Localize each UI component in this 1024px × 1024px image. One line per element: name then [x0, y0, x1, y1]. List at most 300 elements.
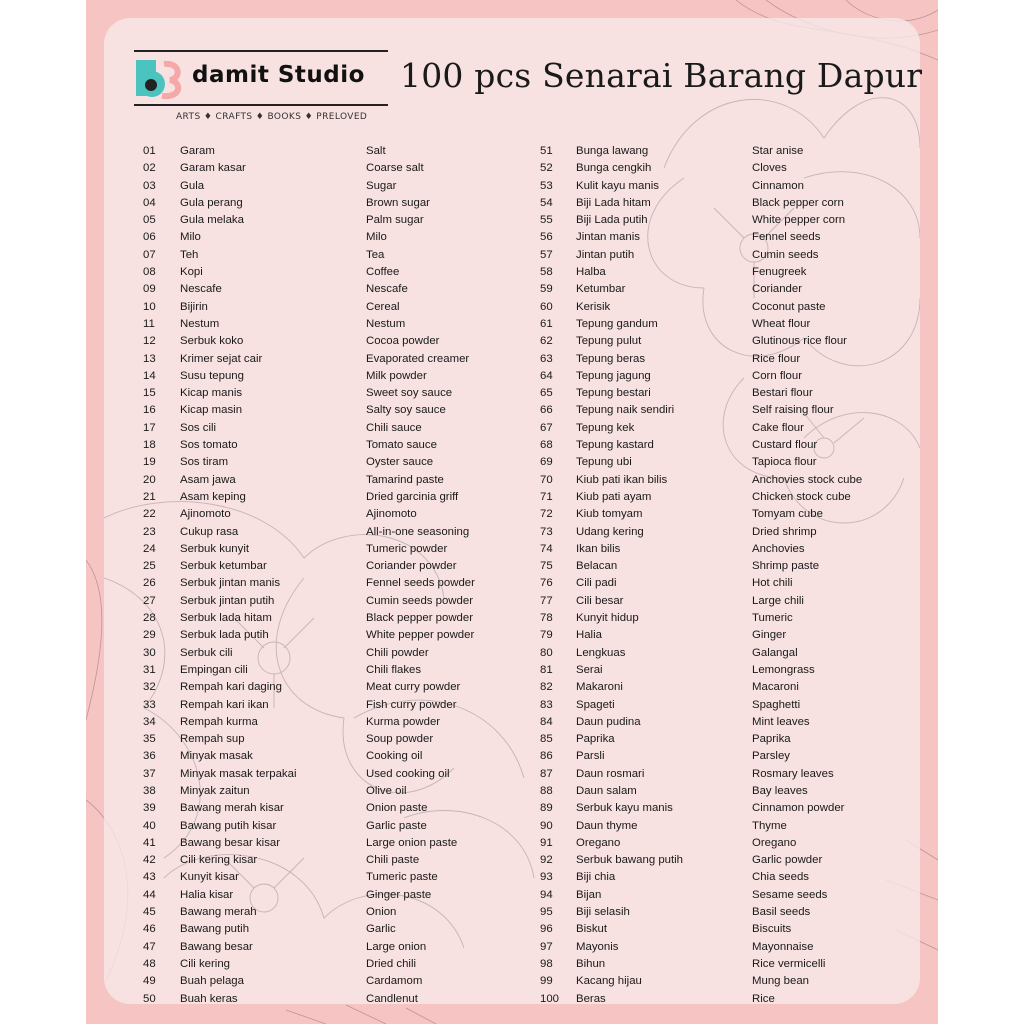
item-malay-name: Kicap manis: [180, 387, 243, 400]
item-malay-name: Bawang besar: [180, 940, 253, 953]
item-number: 91: [540, 836, 553, 849]
list-item: [143, 575, 475, 592]
item-malay-name: Kulit kayu manis: [576, 179, 659, 192]
list-item: [540, 178, 862, 195]
item-malay-name: Serai: [576, 663, 603, 676]
list-item: [143, 714, 475, 731]
item-malay-name: Serbuk koko: [180, 335, 244, 348]
list-item: [143, 991, 475, 1008]
item-english-name: Evaporated creamer: [366, 352, 470, 365]
item-malay-name: Nescafe: [180, 283, 222, 296]
item-number: 25: [143, 560, 156, 573]
item-malay-name: Garam: [180, 145, 215, 157]
list-item: [540, 299, 862, 316]
list-item: [143, 973, 475, 990]
item-english-name: Cardamom: [366, 975, 423, 988]
item-malay-name: Rempah kari daging: [180, 681, 282, 694]
list-item: [540, 333, 862, 350]
list-item: [540, 939, 862, 956]
item-english-name: Large chili: [752, 594, 804, 607]
item-english-name: Milo: [366, 231, 387, 244]
item-malay-name: Serbuk ketumbar: [180, 560, 267, 573]
item-number: 11: [143, 317, 155, 330]
item-english-name: Used cooking oil: [366, 767, 450, 780]
list-item: [540, 575, 862, 592]
list-item: [540, 281, 862, 298]
item-malay-name: Serbuk lada putih: [180, 629, 269, 642]
list-item: [540, 229, 862, 246]
item-number: 43: [143, 871, 156, 884]
item-malay-name: Ikan bilis: [576, 542, 621, 555]
item-english-name: Tapioca flour: [752, 456, 817, 469]
item-number: 98: [540, 957, 553, 970]
item-number: 85: [540, 733, 553, 746]
list-item: [143, 541, 475, 558]
item-number: 17: [143, 421, 156, 434]
list-item: [143, 766, 475, 783]
item-number: 15: [143, 387, 156, 400]
item-number: 59: [540, 283, 553, 296]
list-item: [143, 852, 475, 869]
list-item: [540, 402, 862, 419]
list-item: [143, 662, 475, 679]
item-malay-name: Serbuk kunyit: [180, 542, 250, 555]
brand-tagline: ARTS ♦ CRAFTS ♦ BOOKS ♦ PRELOVED: [176, 112, 368, 122]
item-number: 32: [143, 681, 156, 694]
item-english-name: Galangal: [752, 646, 798, 659]
item-number: 26: [143, 577, 156, 590]
item-english-name: Kurma powder: [366, 715, 441, 728]
item-number: 14: [143, 369, 156, 382]
item-malay-name: Serbuk lada hitam: [180, 612, 272, 625]
item-english-name: Parsley: [752, 750, 790, 763]
list-item: [540, 160, 862, 177]
item-number: 88: [540, 784, 553, 797]
item-number: 76: [540, 577, 553, 590]
item-malay-name: Tepung ubi: [576, 456, 632, 469]
list-item: [143, 506, 475, 523]
list-item: [540, 783, 862, 800]
item-english-name: Black pepper powder: [366, 612, 474, 625]
item-english-name: Garlic paste: [366, 819, 427, 832]
item-number: 62: [540, 335, 553, 348]
item-number: 64: [540, 369, 553, 382]
list-item: [540, 385, 862, 402]
item-number: 54: [540, 196, 553, 209]
item-number: 66: [540, 404, 553, 417]
item-english-name: Anchovies: [752, 542, 805, 555]
item-english-name: Oyster sauce: [366, 456, 434, 469]
item-english-name: Mint leaves: [752, 715, 810, 728]
item-malay-name: Nestum: [180, 317, 220, 330]
item-number: 10: [143, 300, 156, 313]
item-english-name: Bay leaves: [752, 784, 808, 797]
list-item: [540, 800, 862, 817]
item-english-name: Olive oil: [366, 784, 407, 797]
list-item: [540, 956, 862, 973]
list-item: [540, 887, 862, 904]
item-malay-name: Jintan putih: [576, 248, 635, 261]
list-column-left: [143, 143, 475, 1008]
item-english-name: Cumin seeds: [752, 248, 819, 261]
item-english-name: White pepper powder: [366, 629, 475, 642]
item-malay-name: Gula melaka: [180, 214, 244, 227]
item-number: 83: [540, 698, 553, 711]
item-number: 96: [540, 923, 553, 936]
item-english-name: Tumeric powder: [366, 542, 448, 555]
item-english-name: Mayonnaise: [752, 940, 814, 953]
item-english-name: Tomyam cube: [752, 508, 823, 521]
item-number: 34: [143, 715, 156, 728]
item-english-name: Fish curry powder: [366, 698, 457, 711]
item-malay-name: Tepung kek: [576, 421, 635, 434]
item-number: 05: [143, 214, 156, 227]
item-english-name: Black pepper corn: [752, 196, 844, 209]
list-item: [143, 264, 475, 281]
item-number: 69: [540, 456, 553, 469]
item-english-name: Rice flour: [752, 352, 801, 365]
list-item: [143, 558, 475, 575]
list-item: [143, 783, 475, 800]
item-number: 46: [143, 923, 156, 936]
list-item: [143, 247, 475, 264]
item-malay-name: Beras: [576, 992, 606, 1005]
list-item: [143, 645, 475, 662]
item-malay-name: Biji selasih: [576, 906, 630, 919]
item-malay-name: Milo: [180, 231, 201, 244]
list-item: [143, 472, 475, 489]
item-english-name: Spaghetti: [752, 698, 801, 711]
list-item: [540, 316, 862, 333]
item-malay-name: Cili padi: [576, 577, 617, 590]
item-malay-name: Sos cili: [180, 421, 217, 434]
item-english-name: Salt: [366, 145, 386, 157]
item-english-name: Coarse salt: [366, 162, 424, 175]
brand-name: damit Studio: [192, 62, 365, 88]
item-malay-name: Daun pudina: [576, 715, 641, 728]
list-item: [540, 489, 862, 506]
item-english-name: Milk powder: [366, 369, 427, 382]
item-number: 65: [540, 387, 553, 400]
item-english-name: Dried garcinia griff: [366, 490, 459, 503]
list-item: [540, 679, 862, 696]
item-malay-name: Tepung pulut: [576, 335, 642, 348]
item-malay-name: Kiub pati ayam: [576, 490, 652, 503]
item-malay-name: Serbuk jintan manis: [180, 577, 281, 590]
item-number: 24: [143, 542, 156, 555]
item-english-name: Cloves: [752, 162, 787, 175]
item-malay-name: Parsli: [576, 750, 605, 763]
item-malay-name: Cili besar: [576, 594, 624, 607]
item-english-name: Meat curry powder: [366, 681, 461, 694]
item-malay-name: Kunyit hidup: [576, 612, 639, 625]
item-english-name: Sesame seeds: [752, 888, 828, 901]
item-number: 13: [143, 352, 156, 365]
item-english-name: Chia seeds: [752, 871, 809, 884]
item-english-name: Chili flakes: [366, 663, 422, 676]
list-item: [540, 195, 862, 212]
item-number: 48: [143, 957, 156, 970]
list-item: [143, 143, 475, 160]
item-malay-name: Biji Lada hitam: [576, 196, 651, 209]
list-item: [143, 351, 475, 368]
item-english-name: Bestari flour: [752, 387, 813, 400]
item-number: 41: [143, 836, 156, 849]
list-item: [540, 264, 862, 281]
list-item: [143, 610, 475, 627]
item-malay-name: Empingan cili: [180, 663, 248, 676]
item-number: 35: [143, 733, 156, 746]
item-number: 73: [540, 525, 553, 538]
list-item: [540, 869, 862, 886]
logo-divider-top: [134, 50, 388, 52]
item-malay-name: Rempah kurma: [180, 715, 258, 728]
list-item: [540, 610, 862, 627]
item-english-name: Anchovies stock cube: [752, 473, 863, 486]
item-english-name: Fennel seeds: [752, 231, 821, 244]
item-number: 19: [143, 456, 156, 469]
page-title: 100 pcs Senarai Barang Dapur: [400, 56, 923, 95]
item-english-name: Candlenut: [366, 992, 418, 1005]
list-item: [540, 645, 862, 662]
item-english-name: Coffee: [366, 266, 400, 279]
item-english-name: Sugar: [366, 179, 397, 192]
item-english-name: Rosmary leaves: [752, 767, 834, 780]
item-english-name: Garlic: [366, 923, 396, 936]
content-card: [104, 18, 923, 1005]
list-item: [540, 506, 862, 523]
item-malay-name: Bawang merah kisar: [180, 802, 284, 815]
list-item: [540, 697, 862, 714]
item-number: 99: [540, 975, 553, 988]
item-english-name: Dried shrimp: [752, 525, 817, 538]
list-item: [143, 679, 475, 696]
item-number: 67: [540, 421, 553, 434]
item-number: 80: [540, 646, 553, 659]
item-malay-name: Spageti: [576, 698, 615, 711]
item-malay-name: Kicap masin: [180, 404, 243, 417]
item-number: 30: [143, 646, 156, 659]
item-number: 06: [143, 231, 156, 244]
item-english-name: Fennel seeds powder: [366, 577, 475, 590]
item-english-name: Tomato sauce: [366, 439, 437, 452]
item-malay-name: Asam keping: [180, 490, 246, 503]
item-number: 33: [143, 698, 156, 711]
item-number: 20: [143, 473, 156, 486]
item-malay-name: Bawang putih: [180, 923, 250, 936]
item-english-name: Cinnamon: [752, 179, 804, 192]
item-number: 95: [540, 906, 553, 919]
item-english-name: Tumeric: [752, 612, 793, 625]
item-english-name: Cinnamon powder: [752, 802, 845, 815]
item-malay-name: Kacang hijau: [576, 975, 642, 988]
list-item: [143, 299, 475, 316]
list-item: [143, 904, 475, 921]
item-number: 71: [540, 490, 553, 503]
item-malay-name: Jintan manis: [576, 231, 640, 244]
item-number: 21: [143, 490, 156, 503]
item-english-name: Coriander: [752, 283, 803, 296]
item-malay-name: Tepung kastard: [576, 439, 654, 452]
item-number: 37: [143, 767, 156, 780]
brand-logo: [134, 48, 388, 128]
list-item: [540, 368, 862, 385]
list-item: [143, 887, 475, 904]
item-malay-name: Sos tiram: [180, 456, 229, 469]
item-english-name: Cocoa powder: [366, 335, 440, 348]
list-item: [143, 524, 475, 541]
item-malay-name: Minyak masak: [180, 750, 253, 763]
item-number: 86: [540, 750, 553, 763]
item-malay-name: Bawang besar kisar: [180, 836, 281, 849]
item-english-name: Cooking oil: [366, 750, 423, 763]
item-malay-name: Cili kering: [180, 957, 231, 970]
item-number: 02: [143, 162, 156, 175]
item-malay-name: Buah keras: [180, 992, 238, 1005]
item-english-name: Self raising flour: [752, 404, 834, 417]
item-english-name: Mung bean: [752, 975, 809, 988]
list-item: [540, 852, 862, 869]
item-english-name: Biscuits: [752, 923, 792, 936]
item-english-name: Brown sugar: [366, 196, 430, 209]
logo-divider-bottom: [134, 104, 388, 106]
item-english-name: Chicken stock cube: [752, 490, 851, 503]
item-number: 09: [143, 283, 156, 296]
list-item: [540, 420, 862, 437]
item-number: 92: [540, 854, 553, 867]
item-malay-name: Bawang merah: [180, 906, 257, 919]
item-malay-name: Rempah sup: [180, 733, 245, 746]
item-number: 68: [540, 439, 553, 452]
item-english-name: Cumin seeds powder: [366, 594, 473, 607]
item-malay-name: Gula perang: [180, 196, 243, 209]
item-malay-name: Bihun: [576, 957, 606, 970]
item-english-name: Paprika: [752, 733, 791, 746]
item-english-name: Cake flour: [752, 421, 804, 434]
item-english-name: Tumeric paste: [366, 871, 438, 884]
item-number: 04: [143, 196, 156, 209]
list-item: [540, 991, 862, 1008]
item-malay-name: Halia kisar: [180, 888, 234, 901]
item-number: 28: [143, 612, 156, 625]
item-number: 70: [540, 473, 553, 486]
item-malay-name: Bijirin: [180, 300, 208, 313]
item-number: 74: [540, 542, 553, 555]
item-malay-name: Serbuk jintan putih: [180, 594, 275, 607]
item-malay-name: Daun thyme: [576, 819, 638, 832]
item-number: 53: [540, 179, 553, 192]
item-english-name: Shrimp paste: [752, 560, 820, 573]
item-malay-name: Bijan: [576, 888, 602, 901]
item-malay-name: Ketumbar: [576, 283, 626, 296]
item-malay-name: Mayonis: [576, 940, 619, 953]
item-english-name: White pepper corn: [752, 214, 846, 227]
item-english-name: Tamarind paste: [366, 473, 444, 486]
list-item: [143, 195, 475, 212]
item-malay-name: Tepung naik sendiri: [576, 404, 675, 417]
list-item: [143, 420, 475, 437]
item-malay-name: Garam kasar: [180, 162, 246, 175]
item-malay-name: Teh: [180, 248, 199, 261]
list-item: [540, 835, 862, 852]
list-item: [540, 143, 862, 160]
item-number: 57: [540, 248, 553, 261]
poster: [86, 0, 938, 1024]
item-english-name: Onion paste: [366, 802, 428, 815]
list-item: [143, 697, 475, 714]
item-malay-name: Bawang putih kisar: [180, 819, 277, 832]
item-english-name: Oregano: [752, 836, 797, 849]
item-english-name: Chili paste: [366, 854, 420, 867]
item-malay-name: Cukup rasa: [180, 525, 239, 538]
item-malay-name: Asam jawa: [180, 473, 236, 486]
item-malay-name: Tepung gandum: [576, 317, 658, 330]
item-malay-name: Rempah kari ikan: [180, 698, 269, 711]
item-number: 23: [143, 525, 156, 538]
list-item: [540, 904, 862, 921]
item-english-name: Custard flour: [752, 439, 818, 452]
item-english-name: Soup powder: [366, 733, 434, 746]
item-english-name: Nescafe: [366, 283, 408, 296]
item-number: 27: [143, 594, 156, 607]
item-malay-name: Gula: [180, 179, 205, 192]
item-english-name: Large onion paste: [366, 836, 458, 849]
item-number: 58: [540, 266, 553, 279]
list-item: [143, 835, 475, 852]
item-number: 56: [540, 231, 553, 244]
item-malay-name: Makaroni: [576, 681, 623, 694]
item-number: 18: [143, 439, 156, 452]
item-malay-name: Minyak masak terpakai: [180, 767, 297, 780]
item-number: 78: [540, 612, 553, 625]
list-item: [540, 973, 862, 990]
item-malay-name: Ajinomoto: [180, 508, 231, 521]
item-malay-name: Bunga lawang: [576, 145, 649, 157]
item-malay-name: Serbuk bawang putih: [576, 854, 684, 867]
list-item: [143, 316, 475, 333]
item-number: 39: [143, 802, 156, 815]
item-english-name: Nestum: [366, 317, 406, 330]
item-english-name: Sweet soy sauce: [366, 387, 453, 400]
ds-logo-icon: [134, 56, 186, 100]
item-number: 42: [143, 854, 156, 867]
list-item: [143, 281, 475, 298]
item-number: 47: [143, 940, 156, 953]
item-number: 93: [540, 871, 553, 884]
item-english-name: Ajinomoto: [366, 508, 417, 521]
item-number: 36: [143, 750, 156, 763]
item-malay-name: Paprika: [576, 733, 615, 746]
item-number: 22: [143, 508, 156, 521]
item-malay-name: Biskut: [576, 923, 608, 936]
list-item: [540, 921, 862, 938]
item-number: 84: [540, 715, 553, 728]
list-item: [143, 454, 475, 471]
list-item: [540, 627, 862, 644]
item-malay-name: Bunga cengkih: [576, 162, 652, 175]
item-english-name: Basil seeds: [752, 906, 811, 919]
item-english-name: Hot chili: [752, 577, 793, 590]
item-number: 40: [143, 819, 156, 832]
item-malay-name: Udang kering: [576, 525, 644, 538]
item-number: 51: [540, 145, 553, 157]
list-item: [143, 939, 475, 956]
list-item: [540, 818, 862, 835]
item-english-name: Macaroni: [752, 681, 799, 694]
list-item: [143, 402, 475, 419]
item-number: 55: [540, 214, 553, 227]
item-english-name: All-in-one seasoning: [366, 525, 470, 538]
